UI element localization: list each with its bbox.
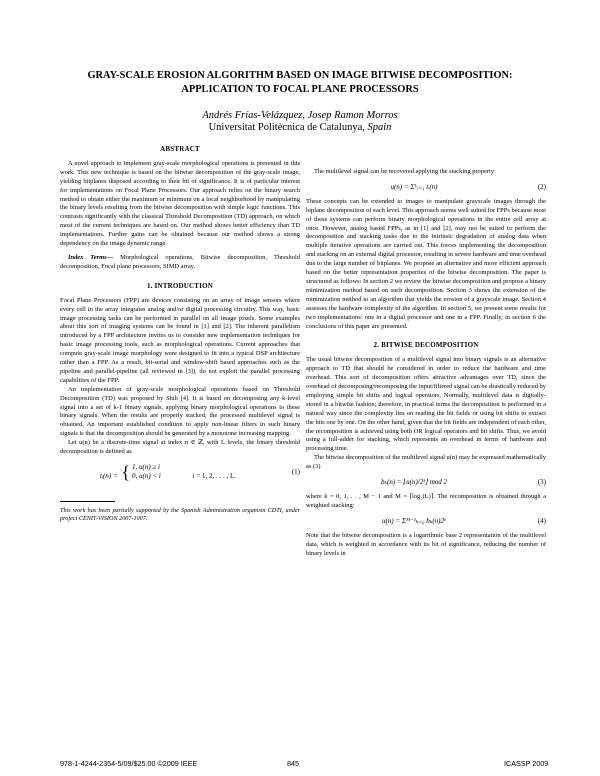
equation-3 (306, 478, 546, 487)
intro-heading: 1. INTRODUCTION (146, 281, 213, 290)
paper-title (40, 69, 560, 97)
eq1-lhs: tᵢ(n) = (99, 472, 118, 480)
equation-1 (60, 463, 300, 481)
footer-isbn: 978-1-4244-2354-5/09/$25.00 ©2009 IEEE (60, 759, 198, 768)
bitwise-paragraph-3: where k = 0, 1, . . , M − 1 and M = ⌈log₂(L)⌉. The recomposition is obtained through a weighted stacking: (306, 493, 546, 509)
abstract-text: A novel approach to implement gray-scale morphological operations is presented in this work. This new technique is based on the bitwise decomposition of the gray-scale image, yielding bitplanes disposed according to their bit of significance. It is of particular interest for implementations on Focal Plane Processors. Our approach relies on the binary search method to obtain either the maximum or minimum on a local neighborhood by manipulating the binary levels resulting from the bitwise decomposition with simple logic functions. This contrasts significantly with the classical Threshold Decomposition (TD) approach, on which most of the current techniques are based on. Our method shows better efficiency than TD implementations. Further gains can be obtained because our method shows a strong dependency on the image dynamic range. (60, 159, 300, 248)
eq2-body: u(n) = Σᴸᵢ₌₁ tᵢ(n) (390, 182, 438, 191)
affiliation-institution: Universitat Politècnica de Catalunya, (208, 122, 368, 133)
footnote: This work has been partially supported by the Spanish Administration organism CDTI, under project CENIT-VISION 2007-1007. (60, 507, 300, 523)
eq1-case-2: 0, u(n) < i (132, 472, 161, 480)
eq3-number: (3) (537, 478, 546, 487)
equation-4 (306, 517, 546, 526)
affiliation (0, 122, 600, 133)
intro-paragraph-3: Let u(n) be a discrete-time signal at index n ∈ ℤ, with L levels, the binary threshold decomposition is defined as (60, 439, 300, 456)
index-terms-text: Morphological operations, Bitwise decomposition, Threshold decomposition, Focal plane processors, SIMD array. (60, 253, 300, 270)
eq4-number: (4) (537, 516, 546, 525)
bitwise-heading: 2. BITWISE DECOMPOSITION (373, 341, 479, 350)
eq2-number: (2) (537, 182, 546, 191)
eq1-condition: i = 1, 2, . . . , L. (192, 472, 237, 480)
abstract-heading: ABSTRACT (160, 145, 200, 153)
equation-2 (306, 183, 546, 192)
left-column (60, 145, 300, 524)
footer-conference: ICASSP 2009 (504, 759, 549, 768)
right-column (306, 168, 546, 558)
bitwise-paragraph-1: The usual bitwise decomposition of a multilevel signal into binary signals is an alternative approach to TD that should be considered in order to reduce the hardware and time overhead. This sort of decomposition offers attractive advantages over TD, since the overhead of decomposing/recomposing the input/filtered signal can be drastically reduced by employing simple bit shifts and logical operators. Normally, multilevel data is digitally-stored in a bitwise fashion; therefore, in practical terms the decomposition is performed in a natural way since the complexity lies on reading the bit fields or using bit shifts to extract the bits one by one. On the other hand, given that the bit fields are independent of each other, the recomposition is achieved using both OR logical operators and bit shifts. Thus, we avoid using a full-adder for stacking, which represents an overhead in terms of hardware and processing time. (306, 356, 546, 453)
eq4-body: u(n) = Σᴹ⁻¹ₖ₌₀ bₖ(n)2ᵏ (382, 516, 446, 525)
page-number: 845 (287, 759, 299, 768)
eq3-body: bₖ(n) = ⌊u(n)/2ᵏ⌋ mod 2 (380, 478, 448, 487)
right-paragraph-2: These concepts can be extended to images to manipulate grayscale images through the biplane decomposition of each level. This approach seems well suited for FPPs because most of these systems can perform binary morphological operations in the entire cell array at once. However, analog based FPPs, as in [1] and [2], may not be suited to perform the decomposition and stacking tasks due to the intrinsic degradation of analog data when multiple iterative operations are carried out. This forces implementing the decomposition and stacking on an external digital processor, resulting in severe hardware and time overhead due to the large number of bitplanes. We propose an alternative and more efficient approach based on the better representation properties of the bitwise decomposition. The paper is structured as follows: In section 2 we review the bitwise decomposition and propose a binary minimization method based on such decomposition. Section 3 shows the extension of the minimization method to an algorithm that yields the erosion of a grayscale image. Section 4 assesses the hardware complexity of the algorithm. In section 5, we present some results for two implementations: one in a digital processor and one in a FPP. Finally, in section 6 the conclusions of this paper are presented. (306, 197, 546, 330)
title-line-1: GRAY-SCALE EROSION ALGORITHM BASED ON IMAGE BITWISE DECOMPOSITION: (87, 70, 513, 81)
right-paragraph-1: The multilevel signal can be recovered applying the stacking property: (314, 168, 496, 175)
intro-paragraph-2: An implementation of gray-scale morphological operations based on Threshold Decomposition (TD) was proposed by Shih [4]. It is based on decomposing any k-level signal into a set of k-1 binary signals, applying binary morphological operations to these binary signals. When the results are properly stacked, the processed multilevel signal is obtained. An important established condition to apply non-linear filters in such binary signals is that the decomposition should be generated by a monotone increasing mapping. (60, 385, 300, 438)
brace-symbol: { (121, 462, 131, 482)
affiliation-country: Spain (367, 122, 392, 133)
authors: Andrés Frías-Velázquez, Josep Ramon Morros (202, 110, 398, 121)
eq1-case-1: 1, u(n) ≥ i (132, 463, 160, 471)
bitwise-paragraph-2: The bitwise decomposition of the multilevel signal u(n) may be expressed mathematically as (3) (306, 454, 546, 471)
title-line-2: APPLICATION TO FOCAL PLANE PROCESSORS (181, 84, 419, 95)
footnote-rule (60, 501, 115, 502)
bitwise-paragraph-4: Note that the bitwise decomposition is a logarithmic base 2 representation of the multilevel data, which is weighted in accordance with its bit of significance, reducing the number of binary levels in (306, 531, 546, 557)
index-terms (60, 254, 300, 272)
index-terms-label: Index Terms— (68, 253, 114, 261)
eq1-number: (1) (291, 467, 300, 476)
intro-paragraph-1: Focal Plane Processors (FPP) are devices consisting on an array of image sensors where every cell in the array integrates analog and/or digital processing circuitry. This way, basic image processing tasks can be performed in parallel on all image pixels. Some examples about this sort of imaging systems can be found in [1] and [2]. The inherent parallelism introduced by a FPP architecture invites us to consider new implementation techniques for basic image processing tools, such as morphological operations. Current approaches that compute gray-scale image morphology were designed to fit into a typical DSP architecture rather than a FPP. As a result, bit-serial and window-shift based approaches such as the pipeline and parallel-pipeline (all reviewed in [3]), do not exploit the parallel processing capabilities of the FPP. (60, 296, 300, 384)
